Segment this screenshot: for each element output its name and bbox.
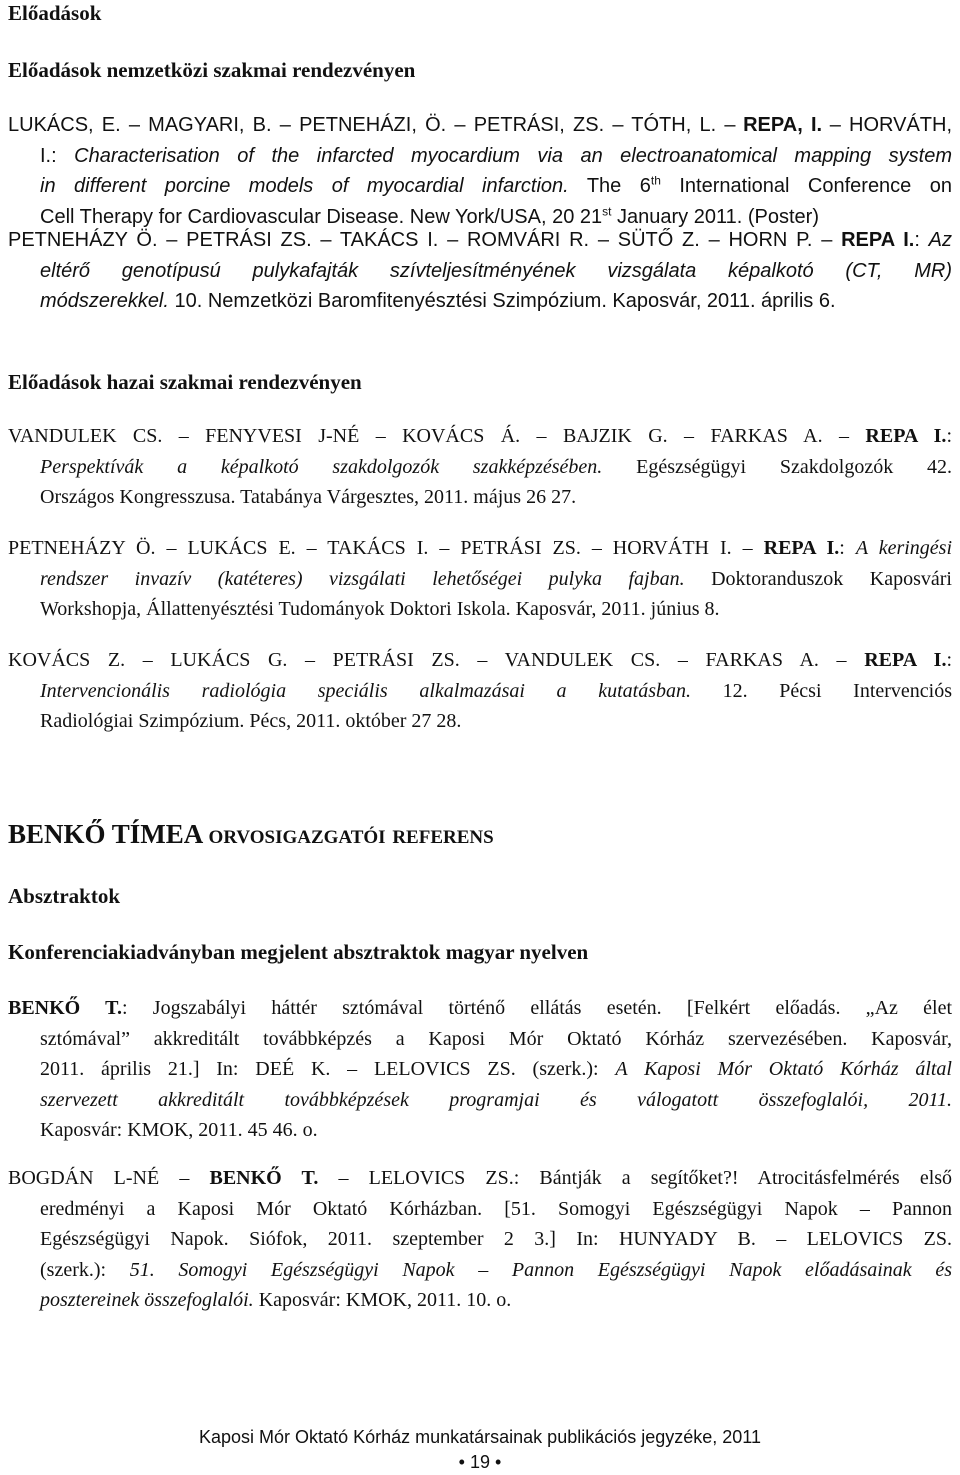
entry-text: International Conference on [679,175,953,197]
entry-text: Egészségügyi Napok. Siófok, 2011. szeptember 2 3.] In: HUNYADY B. – LELOVICS ZS. [40,1228,952,1250]
entry-title: szervezett akkreditált továbbképzések programjai és válogatott összefoglalói, 2011. [40,1088,952,1111]
entry-bold-author: REPA I. [841,229,915,251]
person-heading: BENKŐ TÍMEA orvosigazgatói referens [8,819,494,849]
entry-sup: st [602,203,612,218]
publication-entry-7 [8,1163,952,1316]
entry-text: Radiológiai Szimpózium. Pécs, 2011. október 27 28. [40,710,462,732]
entry-text: – LELOVICS ZS.: Bántják a segítőket?! Atrocitásfelmérés első [338,1167,953,1189]
entry-text: I.: [40,144,57,167]
entry-title: módszerekkel. [40,290,169,312]
entry-text: : Jogszabályi háttér sztómával történő ellátás esetén. [Felkért előadás. „Az élet [121,997,952,1019]
entry-line [8,171,952,202]
entry-text: Kaposvár: KMOK, 2011. 10. o. [258,1289,512,1311]
entry-authors: KOVÁCS Z. – LUKÁCS G. – PETRÁSI ZS. – VANDULEK CS. – FARKAS A. – [8,649,847,671]
entry-bold-author: BENKŐ T. [209,1167,319,1189]
entry-line [8,225,952,256]
entry-line [8,533,952,564]
entry-line [8,421,952,452]
entry-text: 10. Nemzetközi Baromfitenyésztési Szimpózium. Kaposvár, 2011. április 6. [174,290,836,312]
entry-text: 2011. április 21.] In: DEÉ K. – LELOVICS ZS. (szerk.): [40,1058,599,1080]
entry-line [8,1285,952,1316]
entry-text: Kaposvár: KMOK, 2011. 45 46. o. [40,1119,318,1141]
entry-text: January 2011. (Poster) [617,205,819,228]
entry-title: rendszer invazív (katéteres) vizsgálati lehetőségei pulyka fajban. [40,567,685,590]
entry-bold-author: BENKŐ T. [8,997,122,1019]
entry-line [8,1024,952,1055]
entry-line [8,1115,952,1146]
entry-bold-author: REPA, I. [743,114,823,136]
publication-entry-5 [8,645,952,737]
entry-text: Workshopja, Állattenyésztési Tudományok Doktori Iskola. Kaposvár, 2011. június 8. [40,598,720,620]
entry-line [8,1163,952,1194]
entry-bold-author: REPA I. [865,425,947,447]
entry-title: eltérő genotípusú pulykafajták szívteljesítményének vizsgálata képalkotó (CT, MR) [40,259,952,282]
entry-text: 12. Pécsi Intervenciós [722,679,953,702]
heading-abstracts: Absztraktok [8,884,121,908]
entry-authors: BOGDÁN L-NÉ – [8,1167,190,1189]
entry-title: Intervencionális radiológia speciális alkalmazásai a kutatásban. [40,679,691,702]
entry-title: A keringési [855,537,953,559]
entry-title: Characterisation of the infarcted myocardium via an electroanatomical mapping system [74,144,952,167]
heading-eloadasok: Előadások [8,1,102,25]
publication-entry-4 [8,533,952,625]
entry-line [8,1085,952,1116]
entry-line [8,452,952,483]
page-number: • 19 • [458,1452,502,1472]
entry-title: in different porcine models of myocardial infarction. [40,175,569,197]
entry-line [8,110,952,141]
entry-line [8,706,952,737]
page-footer: Kaposi Mór Oktató Kórház munkatársainak publikációs jegyzéke, 2011 [199,1427,761,1447]
entry-line [8,482,952,513]
entry-title: 51. Somogyi Egészségügyi Napok – Pannon Egészségügyi Napok előadásainak és [129,1258,952,1281]
entry-title: A Kaposi Mór Oktató Kórház által [615,1058,952,1080]
entry-line [8,1194,952,1225]
heading-abstracts-hu: Konferenciakiadványban megjelent absztraktok magyar nyelven [8,940,589,964]
entry-line [8,141,952,172]
entry-line [8,256,952,287]
entry-text: Egészségügyi Szakdolgozók 42. [636,455,952,478]
publication-entry-1 [8,110,952,232]
entry-text: Országos Kongresszusa. Tatabánya Várgesztes, 2011. május 26 27. [40,486,577,508]
entry-text: : [946,425,952,447]
entry-text: : [914,229,920,251]
entry-line [8,286,952,317]
entry-text: (szerk.): [40,1258,107,1281]
entry-line [8,594,952,625]
entry-bold-author: REPA I. [763,537,840,559]
entry-text: eredményi a Kaposi Mór Oktató Kórházban. [51. Somogyi Egészségügyi Napok – Pannon [40,1197,952,1220]
entry-authors: PETNEHÁZY Ö. – PETRÁSI ZS. – TAKÁCS I. – ROMVÁRI R. – SÜTŐ Z. – HORN P. – [8,229,833,251]
entry-line [8,1054,952,1085]
entry-title: Perspektívák a képalkotó szakdolgozók szakképzésében. [40,455,603,478]
entry-line [8,993,952,1024]
entry-authors-end: – HORVÁTH, [829,114,952,136]
entry-text: The 6 [586,175,651,197]
entry-text: : [839,537,845,559]
entry-text: Cell Therapy for Cardiovascular Disease. New York/USA, 20 21 [40,205,603,228]
heading-international: Előadások nemzetközi szakmai rendezvényen [8,58,416,82]
publication-entry-6 [8,993,952,1146]
entry-title: posztereinek összefoglalói. [40,1289,254,1311]
publication-entry-3 [8,421,952,513]
publication-entry-2 [8,225,952,317]
entry-line [8,676,952,707]
heading-domestic: Előadások hazai szakmai rendezvényen [8,370,362,394]
entry-text: : [946,649,953,671]
entry-authors: PETNEHÁZY Ö. – LUKÁCS E. – TAKÁCS I. – PETRÁSI ZS. – HORVÁTH I. – [8,537,753,559]
entry-text: Doktoranduszok Kaposvári [711,567,952,590]
entry-sup: th [650,173,661,188]
entry-title: Az [928,229,952,251]
entry-line [8,564,952,595]
entry-line [8,1255,952,1286]
entry-authors: LUKÁCS, E. – MAGYARI, B. – PETNEHÁZI, Ö. – PETRÁSI, ZS. – TÓTH, L. – [8,114,736,136]
entry-line [8,1224,952,1255]
entry-line [8,645,952,676]
entry-authors: VANDULEK CS. – FENYVESI J-NÉ – KOVÁCS Á. – BAJZIK G. – FARKAS A. – [8,425,850,447]
entry-text: sztómával” akkreditált továbbképzés a Kaposi Mór Oktató Kórház szervezésében. Kaposvár, [40,1027,952,1050]
entry-bold-author: REPA I. [864,649,947,671]
